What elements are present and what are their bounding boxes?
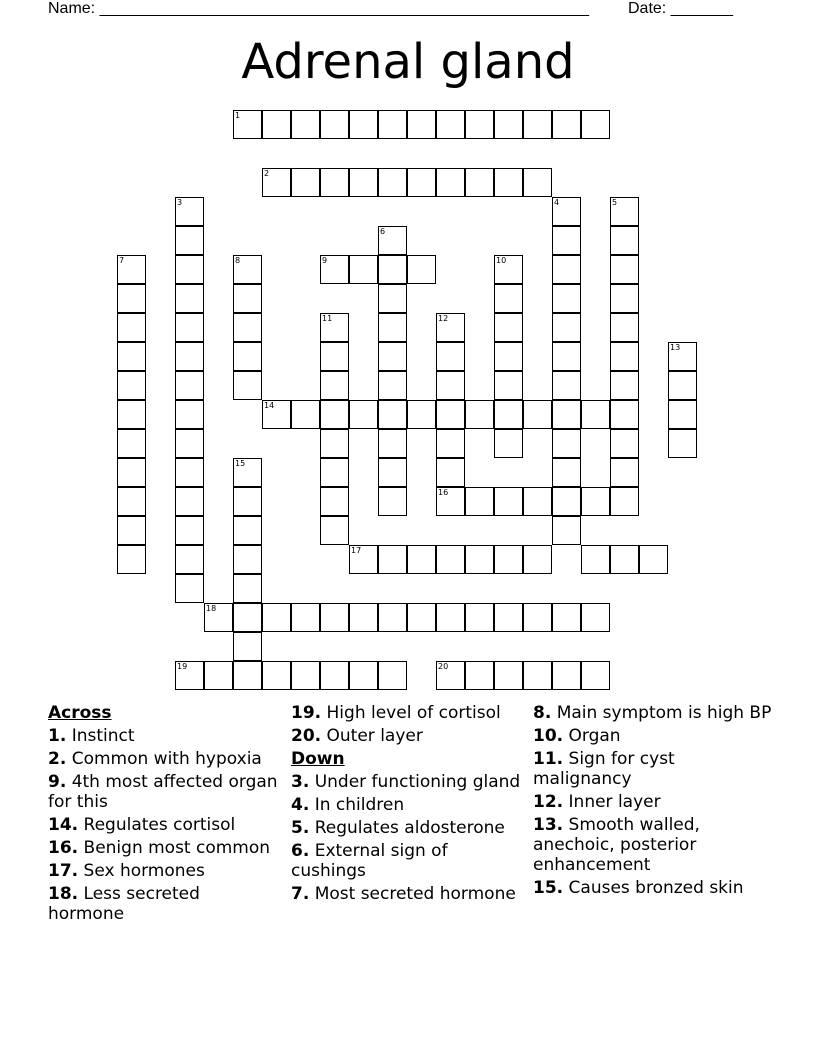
grid-cell[interactable]	[552, 429, 581, 458]
grid-cell[interactable]	[175, 197, 204, 226]
grid-cell[interactable]	[378, 371, 407, 400]
grid-cell[interactable]	[610, 226, 639, 255]
clue-item-number: 9.	[48, 772, 67, 792]
grid-cell[interactable]	[291, 603, 320, 632]
grid-cell[interactable]	[175, 516, 204, 545]
grid-cell[interactable]	[262, 400, 291, 429]
grid-cell[interactable]	[552, 313, 581, 342]
grid-cell[interactable]	[436, 168, 465, 197]
clue-item-text: Causes bronzed skin	[563, 878, 744, 898]
grid-cell[interactable]	[610, 197, 639, 226]
grid-cell[interactable]	[436, 545, 465, 574]
grid-cell[interactable]	[378, 545, 407, 574]
grid-cell[interactable]	[320, 110, 349, 139]
grid-cell[interactable]	[233, 110, 262, 139]
clue-item-text: Outer layer	[321, 726, 423, 746]
grid-cell[interactable]	[494, 313, 523, 342]
clue-item-number: 13.	[533, 815, 564, 835]
grid-cell[interactable]	[668, 429, 697, 458]
clue-item	[291, 841, 523, 881]
grid-cell[interactable]	[407, 110, 436, 139]
clue-number: 10	[496, 256, 507, 265]
grid-cell[interactable]	[581, 400, 610, 429]
grid-cell[interactable]	[378, 313, 407, 342]
grid-cell[interactable]	[378, 603, 407, 632]
clue-item-text: In children	[309, 795, 405, 815]
clue-item-text: Common with hypoxia	[66, 749, 262, 769]
clues-column-1	[48, 703, 280, 927]
clue-item	[48, 815, 280, 835]
grid-cell[interactable]	[610, 371, 639, 400]
grid-cell[interactable]	[175, 342, 204, 371]
clue-item-text: Most secreted hormone	[309, 884, 516, 904]
grid-cell[interactable]	[523, 661, 552, 690]
clue-item-number: 1.	[48, 726, 67, 746]
grid-cell[interactable]	[581, 487, 610, 516]
clue-item-number: 7.	[291, 884, 310, 904]
clue-number: 14	[264, 401, 275, 410]
grid-cell[interactable]	[552, 110, 581, 139]
clue-item-number: 19.	[291, 703, 322, 723]
clue-item	[48, 861, 280, 881]
grid-cell[interactable]	[291, 168, 320, 197]
clue-number: 17	[351, 546, 362, 555]
grid-cell[interactable]	[610, 458, 639, 487]
grid-cell[interactable]	[262, 603, 291, 632]
grid-cell[interactable]	[436, 313, 465, 342]
grid-cell[interactable]	[581, 603, 610, 632]
name-field-label: Name: _______________________________________________________	[48, 0, 589, 17]
grid-cell[interactable]	[494, 255, 523, 284]
grid-cell[interactable]	[552, 400, 581, 429]
grid-cell[interactable]	[436, 342, 465, 371]
clue-item-number: 18.	[48, 884, 79, 904]
clue-item-text: 4th most affected organ for this	[48, 772, 278, 812]
grid-cell[interactable]	[378, 284, 407, 313]
clues-column-2	[291, 703, 523, 907]
clue-number: 9	[322, 256, 328, 265]
page-title: Adrenal gland	[241, 34, 575, 90]
clue-item-text: Less secreted hormone	[48, 884, 200, 924]
clues-column-3	[533, 703, 773, 901]
clue-item-text: Sign for cyst malignancy	[533, 749, 675, 789]
grid-cell[interactable]	[320, 458, 349, 487]
grid-cell[interactable]	[175, 458, 204, 487]
grid-cell[interactable]	[552, 197, 581, 226]
grid-cell[interactable]	[523, 400, 552, 429]
grid-cell[interactable]	[610, 545, 639, 574]
grid-cell[interactable]	[465, 487, 494, 516]
clue-item-number: 2.	[48, 749, 67, 769]
clue-number: 19	[177, 662, 188, 671]
grid-cell[interactable]	[668, 342, 697, 371]
grid-cell[interactable]	[610, 487, 639, 516]
clue-item	[533, 815, 773, 875]
grid-cell[interactable]	[494, 168, 523, 197]
grid-cell[interactable]	[349, 168, 378, 197]
grid-cell[interactable]	[378, 168, 407, 197]
clue-number: 3	[177, 198, 183, 207]
clue-number: 16	[438, 488, 449, 497]
grid-cell[interactable]	[436, 661, 465, 690]
clue-number: 7	[119, 256, 125, 265]
clue-number: 11	[322, 314, 333, 323]
grid-cell[interactable]	[175, 371, 204, 400]
grid-cell[interactable]	[320, 603, 349, 632]
grid-cell[interactable]	[552, 516, 581, 545]
clue-item-number: 17.	[48, 861, 79, 881]
clue-item-text: Under functioning gland	[309, 772, 521, 792]
clue-item	[48, 884, 280, 924]
grid-cell[interactable]	[552, 371, 581, 400]
clue-item-number: 11.	[533, 749, 564, 769]
grid-cell[interactable]	[552, 458, 581, 487]
clue-item-text: Organ	[563, 726, 621, 746]
clue-number: 12	[438, 314, 449, 323]
grid-cell[interactable]	[262, 168, 291, 197]
grid-cell[interactable]	[436, 110, 465, 139]
grid-cell[interactable]	[233, 284, 262, 313]
clue-item-text: Instinct	[66, 726, 135, 746]
clue-item-number: 6.	[291, 841, 310, 861]
across-clue-list-continued	[291, 703, 523, 746]
grid-cell[interactable]	[320, 313, 349, 342]
grid-cell[interactable]	[523, 168, 552, 197]
clue-item-text: External sign of cushings	[291, 841, 448, 881]
grid-cell[interactable]	[117, 371, 146, 400]
grid-cell[interactable]	[233, 603, 262, 632]
grid-cell[interactable]	[436, 458, 465, 487]
grid-cell[interactable]	[320, 400, 349, 429]
grid-cell[interactable]	[291, 661, 320, 690]
grid-cell[interactable]	[117, 487, 146, 516]
grid-cell[interactable]	[117, 429, 146, 458]
grid-cell[interactable]	[291, 400, 320, 429]
grid-cell[interactable]	[552, 226, 581, 255]
clue-item	[291, 726, 523, 746]
grid-cell[interactable]	[233, 632, 262, 661]
clue-item-number: 3.	[291, 772, 310, 792]
grid-cell[interactable]	[581, 110, 610, 139]
grid-cell[interactable]	[552, 603, 581, 632]
clue-number: 8	[235, 256, 241, 265]
grid-cell[interactable]	[494, 545, 523, 574]
grid-cell[interactable]	[523, 110, 552, 139]
grid-cell[interactable]	[175, 429, 204, 458]
clue-item-number: 10.	[533, 726, 564, 746]
grid-cell[interactable]	[465, 603, 494, 632]
grid-cell[interactable]	[378, 400, 407, 429]
grid-cell[interactable]	[436, 487, 465, 516]
clue-item	[533, 749, 773, 789]
grid-cell[interactable]	[320, 516, 349, 545]
grid-cell[interactable]	[378, 661, 407, 690]
clue-item	[533, 792, 773, 812]
clue-item-text: Benign most common	[78, 838, 271, 858]
clue-item	[48, 726, 280, 746]
grid-cell[interactable]	[175, 574, 204, 603]
clue-item-text: High level of cortisol	[321, 703, 501, 723]
clue-number: 20	[438, 662, 449, 671]
clue-item	[48, 772, 280, 812]
grid-cell[interactable]	[465, 110, 494, 139]
clue-number: 15	[235, 459, 246, 468]
grid-cell[interactable]	[465, 400, 494, 429]
grid-cell[interactable]	[233, 487, 262, 516]
grid-cell[interactable]	[523, 603, 552, 632]
grid-cell[interactable]	[233, 516, 262, 545]
grid-cell[interactable]	[233, 371, 262, 400]
grid-cell[interactable]	[407, 400, 436, 429]
clue-item-text: Sex hormones	[78, 861, 205, 881]
clue-item	[48, 749, 280, 769]
grid-cell[interactable]	[378, 110, 407, 139]
grid-cell[interactable]	[233, 661, 262, 690]
grid-cell[interactable]	[494, 110, 523, 139]
grid-cell[interactable]	[552, 284, 581, 313]
grid-cell[interactable]	[117, 313, 146, 342]
grid-cell[interactable]	[378, 342, 407, 371]
grid-cell[interactable]	[494, 487, 523, 516]
grid-cell[interactable]	[175, 284, 204, 313]
grid-cell[interactable]	[378, 429, 407, 458]
grid-cell[interactable]	[436, 603, 465, 632]
clue-number: 5	[612, 198, 618, 207]
grid-cell[interactable]	[349, 545, 378, 574]
grid-cell[interactable]	[349, 110, 378, 139]
down-heading: Down	[291, 749, 345, 769]
clue-item-text: Main symptom is high BP	[551, 703, 772, 723]
clue-number: 13	[670, 343, 681, 352]
grid-cell[interactable]	[320, 168, 349, 197]
clue-number: 1	[235, 111, 241, 120]
grid-cell[interactable]	[639, 545, 668, 574]
grid-cell[interactable]	[117, 284, 146, 313]
date-field-label: Date: _______	[628, 0, 733, 17]
down-clue-list	[291, 772, 523, 904]
grid-cell[interactable]	[378, 226, 407, 255]
grid-cell[interactable]	[436, 429, 465, 458]
grid-cell[interactable]	[233, 255, 262, 284]
grid-cell[interactable]	[233, 342, 262, 371]
grid-cell[interactable]	[204, 661, 233, 690]
grid-cell[interactable]	[610, 400, 639, 429]
grid-cell[interactable]	[233, 545, 262, 574]
clue-item-number: 4.	[291, 795, 310, 815]
clue-item-text: Regulates cortisol	[78, 815, 236, 835]
grid-cell[interactable]	[378, 487, 407, 516]
clue-number: 6	[380, 227, 386, 236]
grid-cell[interactable]	[320, 487, 349, 516]
grid-cell[interactable]	[610, 255, 639, 284]
grid-cell[interactable]	[494, 342, 523, 371]
grid-cell[interactable]	[349, 400, 378, 429]
grid-cell[interactable]	[610, 342, 639, 371]
grid-cell[interactable]	[610, 429, 639, 458]
clue-number: 18	[206, 604, 217, 613]
grid-cell[interactable]	[465, 168, 494, 197]
clue-item	[291, 818, 523, 838]
across-heading: Across	[48, 703, 112, 723]
down-clue-list-continued	[533, 703, 773, 898]
clue-item-number: 8.	[533, 703, 552, 723]
clue-number: 4	[554, 198, 560, 207]
grid-cell[interactable]	[291, 110, 320, 139]
across-clue-list	[48, 726, 280, 924]
grid-cell[interactable]	[175, 313, 204, 342]
grid-cell[interactable]	[262, 110, 291, 139]
grid-cell[interactable]	[233, 458, 262, 487]
grid-cell[interactable]	[494, 284, 523, 313]
grid-cell[interactable]	[117, 516, 146, 545]
clue-item	[291, 795, 523, 815]
clue-item	[533, 878, 773, 898]
grid-cell[interactable]	[320, 342, 349, 371]
clue-item	[291, 703, 523, 723]
grid-cell[interactable]	[465, 661, 494, 690]
grid-cell[interactable]	[320, 661, 349, 690]
grid-cell[interactable]	[581, 545, 610, 574]
grid-cell[interactable]	[407, 545, 436, 574]
grid-cell[interactable]	[494, 400, 523, 429]
grid-cell[interactable]	[175, 255, 204, 284]
grid-cell[interactable]	[552, 661, 581, 690]
clue-item-text: Regulates aldosterone	[309, 818, 505, 838]
grid-cell[interactable]	[204, 603, 233, 632]
grid-cell[interactable]	[436, 400, 465, 429]
grid-cell[interactable]	[320, 429, 349, 458]
grid-cell[interactable]	[523, 545, 552, 574]
grid-cell[interactable]	[436, 371, 465, 400]
grid-cell[interactable]	[494, 661, 523, 690]
grid-cell[interactable]	[494, 371, 523, 400]
grid-cell[interactable]	[668, 371, 697, 400]
grid-cell[interactable]	[349, 661, 378, 690]
clue-item-text: Smooth walled, anechoic, posterior enhancement	[533, 815, 700, 875]
clue-item-number: 16.	[48, 838, 79, 858]
grid-cell[interactable]	[378, 255, 407, 284]
grid-cell[interactable]	[581, 661, 610, 690]
clue-item	[291, 772, 523, 792]
grid-cell[interactable]	[117, 400, 146, 429]
grid-cell[interactable]	[320, 255, 349, 284]
grid-cell[interactable]	[610, 284, 639, 313]
grid-cell[interactable]	[668, 400, 697, 429]
grid-cell[interactable]	[233, 574, 262, 603]
grid-cell[interactable]	[320, 371, 349, 400]
grid-cell[interactable]	[175, 487, 204, 516]
grid-cell[interactable]	[378, 458, 407, 487]
clue-item-number: 14.	[48, 815, 79, 835]
clue-item-text: Inner layer	[563, 792, 661, 812]
grid-cell[interactable]	[552, 487, 581, 516]
grid-cell[interactable]	[233, 313, 262, 342]
grid-cell[interactable]	[117, 545, 146, 574]
grid-cell[interactable]	[552, 342, 581, 371]
clue-item	[291, 884, 523, 904]
clue-number: 2	[264, 169, 270, 178]
grid-cell[interactable]	[117, 255, 146, 284]
clue-item-number: 20.	[291, 726, 322, 746]
grid-cell[interactable]	[552, 255, 581, 284]
clue-item-number: 15.	[533, 878, 564, 898]
grid-cell[interactable]	[407, 603, 436, 632]
grid-cell[interactable]	[349, 603, 378, 632]
grid-cell[interactable]	[117, 342, 146, 371]
clue-item	[533, 726, 773, 746]
grid-cell[interactable]	[407, 255, 436, 284]
clue-item	[48, 838, 280, 858]
grid-cell[interactable]	[494, 429, 523, 458]
grid-cell[interactable]	[175, 226, 204, 255]
grid-cell[interactable]	[262, 661, 291, 690]
grid-cell[interactable]	[494, 603, 523, 632]
grid-cell[interactable]	[465, 545, 494, 574]
grid-cell[interactable]	[523, 487, 552, 516]
grid-cell[interactable]	[610, 313, 639, 342]
grid-cell[interactable]	[117, 458, 146, 487]
grid-cell[interactable]	[349, 255, 378, 284]
grid-cell[interactable]	[175, 400, 204, 429]
clue-item-number: 5.	[291, 818, 310, 838]
grid-cell[interactable]	[175, 545, 204, 574]
grid-cell[interactable]	[407, 168, 436, 197]
clue-item	[533, 703, 773, 723]
grid-cell[interactable]	[175, 661, 204, 690]
clue-item-number: 12.	[533, 792, 564, 812]
